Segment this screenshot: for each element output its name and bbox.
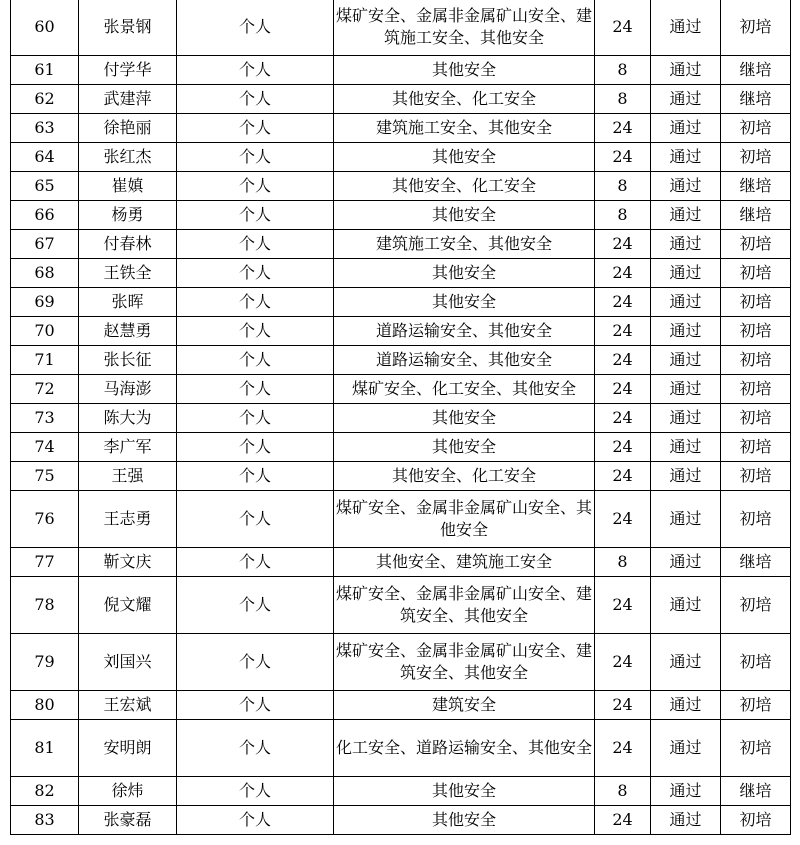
cell-type: 个人 xyxy=(177,317,334,346)
table-row xyxy=(11,172,791,201)
cell-training: 初培 xyxy=(721,143,791,172)
table-row xyxy=(11,720,791,777)
cell-name: 武建萍 xyxy=(79,85,177,114)
cell-category: 其他安全、化工安全 xyxy=(334,462,595,491)
cell-name: 靳文庆 xyxy=(79,548,177,577)
cell-category: 建筑施工安全、其他安全 xyxy=(334,230,595,259)
cell-category: 其他安全 xyxy=(334,56,595,85)
cell-training: 初培 xyxy=(721,375,791,404)
cell-result: 通过 xyxy=(651,777,721,806)
cell-result: 通过 xyxy=(651,85,721,114)
cell-result: 通过 xyxy=(651,0,721,56)
table-row xyxy=(11,317,791,346)
cell-result: 通过 xyxy=(651,720,721,777)
cell-category: 煤矿安全、金属非金属矿山安全、建筑施工安全、其他安全 xyxy=(334,0,595,56)
cell-name: 杨勇 xyxy=(79,201,177,230)
table-row xyxy=(11,491,791,548)
cell-result: 通过 xyxy=(651,317,721,346)
cell-training: 继培 xyxy=(721,201,791,230)
cell-result: 通过 xyxy=(651,201,721,230)
cell-category: 其他安全 xyxy=(334,806,595,835)
cell-category: 其他安全、化工安全 xyxy=(334,172,595,201)
cell-no: 65 xyxy=(11,172,79,201)
cell-category: 其他安全 xyxy=(334,404,595,433)
trainee-table xyxy=(10,0,791,835)
cell-type: 个人 xyxy=(177,0,334,56)
cell-name: 王志勇 xyxy=(79,491,177,548)
table-body xyxy=(11,0,791,835)
cell-training: 初培 xyxy=(721,346,791,375)
cell-no: 66 xyxy=(11,201,79,230)
cell-name: 李广军 xyxy=(79,433,177,462)
cell-no: 63 xyxy=(11,114,79,143)
cell-type: 个人 xyxy=(177,433,334,462)
cell-no: 71 xyxy=(11,346,79,375)
cell-type: 个人 xyxy=(177,143,334,172)
cell-training: 初培 xyxy=(721,634,791,691)
cell-training: 继培 xyxy=(721,172,791,201)
cell-result: 通过 xyxy=(651,56,721,85)
cell-result: 通过 xyxy=(651,346,721,375)
cell-name: 张豪磊 xyxy=(79,806,177,835)
cell-type: 个人 xyxy=(177,230,334,259)
cell-type: 个人 xyxy=(177,201,334,230)
cell-hours: 24 xyxy=(595,259,651,288)
cell-name: 刘国兴 xyxy=(79,634,177,691)
cell-category: 煤矿安全、金属非金属矿山安全、建筑安全、其他安全 xyxy=(334,634,595,691)
cell-hours: 24 xyxy=(595,288,651,317)
table-row xyxy=(11,777,791,806)
cell-result: 通过 xyxy=(651,806,721,835)
cell-type: 个人 xyxy=(177,777,334,806)
cell-type: 个人 xyxy=(177,404,334,433)
cell-no: 60 xyxy=(11,0,79,56)
cell-no: 68 xyxy=(11,259,79,288)
cell-hours: 24 xyxy=(595,634,651,691)
cell-type: 个人 xyxy=(177,114,334,143)
cell-hours: 24 xyxy=(595,577,651,634)
cell-training: 继培 xyxy=(721,56,791,85)
cell-category: 其他安全 xyxy=(334,143,595,172)
cell-hours: 24 xyxy=(595,404,651,433)
cell-type: 个人 xyxy=(177,259,334,288)
cell-type: 个人 xyxy=(177,548,334,577)
cell-hours: 8 xyxy=(595,56,651,85)
cell-category: 煤矿安全、化工安全、其他安全 xyxy=(334,375,595,404)
cell-category: 其他安全 xyxy=(334,259,595,288)
cell-no: 83 xyxy=(11,806,79,835)
cell-no: 82 xyxy=(11,777,79,806)
table-row xyxy=(11,0,791,56)
cell-result: 通过 xyxy=(651,548,721,577)
table-row xyxy=(11,691,791,720)
cell-result: 通过 xyxy=(651,230,721,259)
cell-result: 通过 xyxy=(651,143,721,172)
table-row xyxy=(11,462,791,491)
cell-no: 61 xyxy=(11,56,79,85)
cell-result: 通过 xyxy=(651,462,721,491)
cell-category: 其他安全 xyxy=(334,201,595,230)
table-row xyxy=(11,56,791,85)
cell-name: 徐艳丽 xyxy=(79,114,177,143)
cell-category: 建筑安全 xyxy=(334,691,595,720)
cell-hours: 24 xyxy=(595,433,651,462)
cell-hours: 24 xyxy=(595,0,651,56)
cell-type: 个人 xyxy=(177,462,334,491)
cell-result: 通过 xyxy=(651,577,721,634)
cell-name: 张晖 xyxy=(79,288,177,317)
cell-category: 其他安全 xyxy=(334,288,595,317)
cell-type: 个人 xyxy=(177,346,334,375)
cell-no: 78 xyxy=(11,577,79,634)
cell-result: 通过 xyxy=(651,404,721,433)
cell-category: 化工安全、道路运输安全、其他安全 xyxy=(334,720,595,777)
cell-result: 通过 xyxy=(651,114,721,143)
cell-hours: 24 xyxy=(595,230,651,259)
table-row xyxy=(11,346,791,375)
cell-hours: 8 xyxy=(595,85,651,114)
cell-training: 初培 xyxy=(721,0,791,56)
cell-training: 初培 xyxy=(721,404,791,433)
cell-type: 个人 xyxy=(177,288,334,317)
cell-result: 通过 xyxy=(651,259,721,288)
table-row xyxy=(11,143,791,172)
cell-no: 75 xyxy=(11,462,79,491)
cell-hours: 8 xyxy=(595,548,651,577)
cell-category: 建筑施工安全、其他安全 xyxy=(334,114,595,143)
cell-name: 王强 xyxy=(79,462,177,491)
cell-no: 62 xyxy=(11,85,79,114)
cell-result: 通过 xyxy=(651,375,721,404)
cell-hours: 24 xyxy=(595,317,651,346)
table-row xyxy=(11,114,791,143)
cell-result: 通过 xyxy=(651,172,721,201)
cell-training: 初培 xyxy=(721,114,791,143)
cell-no: 74 xyxy=(11,433,79,462)
cell-hours: 8 xyxy=(595,201,651,230)
cell-name: 张长征 xyxy=(79,346,177,375)
cell-hours: 24 xyxy=(595,491,651,548)
cell-training: 初培 xyxy=(721,577,791,634)
table-row xyxy=(11,85,791,114)
cell-name: 付春林 xyxy=(79,230,177,259)
cell-training: 继培 xyxy=(721,777,791,806)
cell-name: 王宏斌 xyxy=(79,691,177,720)
cell-hours: 24 xyxy=(595,114,651,143)
cell-no: 81 xyxy=(11,720,79,777)
cell-training: 初培 xyxy=(721,720,791,777)
cell-no: 69 xyxy=(11,288,79,317)
cell-category: 其他安全、建筑施工安全 xyxy=(334,548,595,577)
cell-no: 80 xyxy=(11,691,79,720)
cell-name: 付学华 xyxy=(79,56,177,85)
cell-hours: 24 xyxy=(595,806,651,835)
cell-name: 崔嫃 xyxy=(79,172,177,201)
table-row xyxy=(11,375,791,404)
table-row xyxy=(11,201,791,230)
cell-no: 67 xyxy=(11,230,79,259)
cell-training: 初培 xyxy=(721,288,791,317)
cell-hours: 24 xyxy=(595,375,651,404)
cell-category: 道路运输安全、其他安全 xyxy=(334,346,595,375)
cell-category: 其他安全、化工安全 xyxy=(334,85,595,114)
cell-no: 73 xyxy=(11,404,79,433)
table-row xyxy=(11,806,791,835)
cell-no: 70 xyxy=(11,317,79,346)
cell-hours: 8 xyxy=(595,172,651,201)
cell-type: 个人 xyxy=(177,806,334,835)
cell-type: 个人 xyxy=(177,85,334,114)
cell-type: 个人 xyxy=(177,375,334,404)
cell-no: 79 xyxy=(11,634,79,691)
cell-result: 通过 xyxy=(651,634,721,691)
cell-training: 初培 xyxy=(721,230,791,259)
table-row xyxy=(11,577,791,634)
cell-name: 马海澎 xyxy=(79,375,177,404)
cell-training: 初培 xyxy=(721,317,791,346)
cell-category: 其他安全 xyxy=(334,433,595,462)
cell-category: 煤矿安全、金属非金属矿山安全、建筑安全、其他安全 xyxy=(334,577,595,634)
cell-result: 通过 xyxy=(651,288,721,317)
cell-name: 倪文耀 xyxy=(79,577,177,634)
table-row xyxy=(11,433,791,462)
cell-name: 张红杰 xyxy=(79,143,177,172)
cell-name: 徐炜 xyxy=(79,777,177,806)
cell-result: 通过 xyxy=(651,491,721,548)
cell-name: 张景钢 xyxy=(79,0,177,56)
table-row xyxy=(11,288,791,317)
cell-name: 王铁全 xyxy=(79,259,177,288)
cell-category: 其他安全 xyxy=(334,777,595,806)
cell-training: 初培 xyxy=(721,491,791,548)
table-row xyxy=(11,404,791,433)
cell-type: 个人 xyxy=(177,634,334,691)
cell-training: 初培 xyxy=(721,691,791,720)
cell-category: 煤矿安全、金属非金属矿山安全、其他安全 xyxy=(334,491,595,548)
cell-training: 初培 xyxy=(721,259,791,288)
cell-hours: 24 xyxy=(595,462,651,491)
cell-category: 道路运输安全、其他安全 xyxy=(334,317,595,346)
cell-type: 个人 xyxy=(177,491,334,548)
cell-no: 76 xyxy=(11,491,79,548)
cell-name: 安明朗 xyxy=(79,720,177,777)
cell-training: 初培 xyxy=(721,462,791,491)
cell-type: 个人 xyxy=(177,577,334,634)
table-row xyxy=(11,634,791,691)
cell-training: 继培 xyxy=(721,85,791,114)
table-row xyxy=(11,230,791,259)
cell-training: 初培 xyxy=(721,433,791,462)
cell-hours: 24 xyxy=(595,346,651,375)
cell-result: 通过 xyxy=(651,433,721,462)
cell-type: 个人 xyxy=(177,172,334,201)
cell-name: 赵慧勇 xyxy=(79,317,177,346)
cell-no: 77 xyxy=(11,548,79,577)
cell-training: 继培 xyxy=(721,548,791,577)
table-row xyxy=(11,548,791,577)
cell-hours: 24 xyxy=(595,691,651,720)
cell-no: 72 xyxy=(11,375,79,404)
table-row xyxy=(11,259,791,288)
cell-result: 通过 xyxy=(651,691,721,720)
cell-hours: 8 xyxy=(595,777,651,806)
cell-name: 陈大为 xyxy=(79,404,177,433)
cell-type: 个人 xyxy=(177,720,334,777)
cell-type: 个人 xyxy=(177,691,334,720)
cell-type: 个人 xyxy=(177,56,334,85)
cell-no: 64 xyxy=(11,143,79,172)
cell-training: 初培 xyxy=(721,806,791,835)
cell-hours: 24 xyxy=(595,143,651,172)
cell-hours: 24 xyxy=(595,720,651,777)
